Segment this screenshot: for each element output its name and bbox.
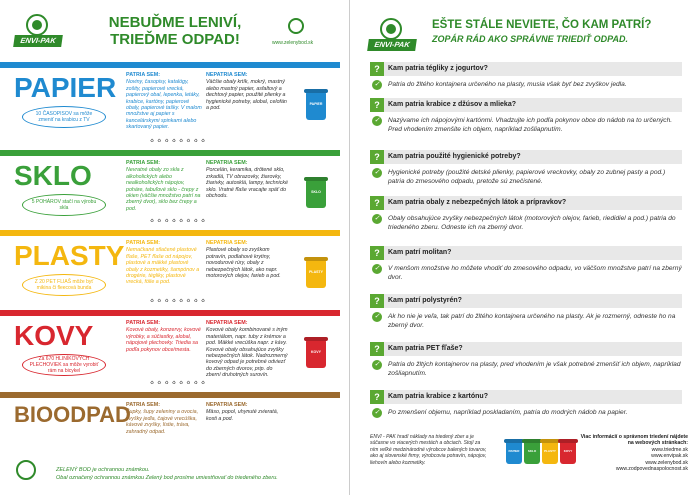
- question-mark-icon: ?: [370, 62, 384, 76]
- waste-bin-icon: SKLO: [306, 180, 326, 208]
- links-box: Viac informácií o správnom triedení nájdete na webových stránkach: www.triedme.sk www.envipak.sk www.zelenybod.sk www.zodpovednaspolocnost.sk: [578, 434, 688, 472]
- patria-column: PATRIA SEM: Kovové obaly, konzervy, kovové výrobky, a súčiastky, alobal, nápojové plechovky. Triedia sa podľa pokynov obce/mesta.: [126, 320, 201, 353]
- fact-oval: Za 670 HLINÍKOVÝCH PLECHOVIEK sa môže vyrobiť rám na bicykel: [22, 354, 106, 376]
- section-title: PAPIER: [14, 72, 117, 103]
- answer-text: ✓ Nazývame ich nápojovými kartónmi. Vhadzujte ich podľa pokynov obce do nádob na to určených. Pred vhodením zmenšite ich objem, napríklad zošliapnutím.: [370, 116, 682, 134]
- fact-oval: 5 POHÁROV stačí na výrobu skla: [22, 194, 106, 216]
- check-icon: ✓: [372, 80, 382, 90]
- answer-text: ✓ Hygienické potreby (použité detské plienky, papierové vreckovky, obaly zo zubnej pasty a pod.) patria do zmesového odpadu, pretože sú znečistené.: [370, 168, 682, 186]
- waste-bin-icon: PLASTY: [542, 442, 558, 464]
- right-title: EŠTE STÁLE NEVIETE, ČO KAM PATRÍ? ZOPÁR RÁD AKO SPRÁVNE TRIEDIŤ ODPAD.: [432, 19, 652, 44]
- waste-bin-icon: SKLO: [524, 442, 540, 464]
- link[interactable]: www.triedme.sk: [651, 446, 688, 453]
- section-bar: [0, 150, 340, 156]
- question-mark-icon: ?: [370, 342, 384, 356]
- section-title: SKLO: [14, 160, 92, 191]
- section-bar: [0, 392, 340, 398]
- waste-bin-icon: KOVY: [306, 340, 326, 368]
- answer-text: ✓ Po zmenšení objemu, napríklad poskladaním, patria do modrých nádob na papier.: [370, 408, 682, 417]
- question-mark-icon: ?: [370, 196, 384, 210]
- patria-column: PATRIA SEM: Nevratné obaly zo skla z alkoholických alebo nealkoholických nápojov, poháre, tabuľové sklo - črepy z okien (väčšie množstvo patrí na zberný dvor), sklo bez črepy a pod.: [126, 160, 201, 212]
- nepatria-column: NEPATRIA SEM: Mäso, popol, uhynuté zvieratá, kosti a pod.: [206, 402, 279, 422]
- check-icon: ✓: [372, 168, 382, 178]
- check-icon: ✓: [372, 312, 382, 322]
- section-title: BIOODPAD: [14, 402, 131, 427]
- link[interactable]: www.zelenybod.sk: [645, 459, 688, 466]
- question-row: ? Kam patrí molitan?: [370, 246, 682, 260]
- section-bar: [0, 230, 340, 236]
- answer-text: ✓ Patria do žltých kontajnerov na plasty, pred vhodením je však potrebné zmenšiť ich objem, napríklad zošliapnutím.: [370, 360, 682, 378]
- question-row: ? Kam patria krabice z džúsov a mlieka?: [370, 98, 682, 112]
- section-bar: [0, 62, 340, 68]
- waste-bin-icon: PAPIER: [506, 442, 522, 464]
- envipak-logo: ENVI-PAK: [14, 14, 62, 48]
- fact-oval: Z 20 PET FLIAŠ môže byť mikina či fleecová bunda: [22, 274, 106, 296]
- nepatria-column: NEPATRIA SEM: Väčšie obaly krtík, mokrý, mastný alebo mastný papier, asfaltový a dechtový papier, použité plienky a hygienické potreby, alobal, celofán a pod.: [206, 72, 287, 112]
- recycle-icons: ♻ ♻ ♻ ♻ ♻ ♻ ♻ ♻: [150, 298, 207, 303]
- green-dot-icon: [288, 18, 304, 34]
- link[interactable]: www.envipak.sk: [651, 453, 688, 460]
- check-icon: ✓: [372, 116, 382, 126]
- question-row: ? Kam patria použité hygienické potreby?: [370, 150, 682, 164]
- page-divider: [349, 0, 350, 495]
- right-footer-text: ENVI - PAK hradí náklady na triedený zber a je súčasne vo viacerých mestách a obciach. Stojí za ním veľké medzinárodné výrobcov balených tovarov, ako aj slovenské firmy, výrobcovia potravín, nápojov, liehovín alebo kozmetiky.: [370, 434, 487, 466]
- check-icon: ✓: [372, 214, 382, 224]
- section-bar: [0, 310, 340, 316]
- section-title: KOVY: [14, 320, 94, 351]
- answer-text: ✓ Ak ho nie je veľa, tak patrí do žltého kontajnera určeného na plasty. Ak je rozmerný, odneste ho na zberný dvor.: [370, 312, 682, 330]
- site-link[interactable]: www.zelenybod.sk: [272, 40, 314, 46]
- fact-oval: 10 ČASOPISOV sa môže zmeniť na krabicu z TV: [22, 106, 106, 128]
- recycle-icons: ♻ ♻ ♻ ♻ ♻ ♻ ♻ ♻: [150, 380, 207, 385]
- answer-text: ✓ Patria do žltého kontajnera určeného na plasty, musia však byť bez zvyškov jedla.: [370, 80, 682, 89]
- question-mark-icon: ?: [370, 98, 384, 112]
- check-icon: ✓: [372, 408, 382, 418]
- check-icon: ✓: [372, 360, 382, 370]
- question-mark-icon: ?: [370, 150, 384, 164]
- recycle-icons: ♻ ♻ ♻ ♻ ♻ ♻ ♻ ♻: [150, 218, 207, 223]
- waste-bin-icon: PAPIER: [306, 92, 326, 120]
- question-mark-icon: ?: [370, 294, 384, 308]
- nepatria-column: NEPATRIA SEM: Plastové obaly so zvyškom potravín, podlahové krytiny, novodurové rúry, obaly z nebezpečných látok, ako napr. motorových olejov, farieb a pod.: [206, 240, 281, 280]
- waste-bin-icon: KOVY: [560, 442, 576, 464]
- answer-text: ✓ V menšom množstve ho môžete vhodiť do zmesového odpadu, vo väčšom množstve patrí na zberný dvor.: [370, 264, 682, 282]
- question-row: ? Kam patria PET fľaše?: [370, 342, 682, 356]
- section-title: PLASTY: [14, 240, 125, 271]
- nepatria-column: NEPATRIA SEM: Porcelán, keramika, drôtené sklo, zrkadlá, TV obrazovky, žiarovky, žiarivky, autosklá, lampy, technické sklo. Vratné fľaše vracajte späť do obchodu.: [206, 160, 288, 200]
- waste-bin-icon: PLASTY: [306, 260, 326, 288]
- answer-text: ✓ Obaly obsahujúce zvyšky nebezpečných látok (motorových olejov, farieb, riedidiel a pod.) patria do triedeného zberu. Odneste ich na zberný dvor.: [370, 214, 682, 232]
- check-icon: ✓: [372, 264, 382, 274]
- patria-column: PATRIA SEM: Šupky, šupy zeleniny a ovocia, zvyšky jedla, čajové vrecúška, kávové zvyšky, lístie, tráva, zahradný odpad.: [126, 402, 199, 435]
- patria-column: PATRIA SEM: Noviny, časopisy, katalógy, zošity, papierové vrecká, papierový obal, lepenka, letáky, krabice, kartóny, papierové obaly, papierové tašky. V malom množstve aj papier s kancelárskymi spinkami alebo skartovaný papier.: [126, 72, 202, 131]
- question-row: ? Kam patria krabice z kartónu?: [370, 390, 682, 404]
- green-dot-icon: [16, 460, 36, 480]
- recycle-icons: ♻ ♻ ♻ ♻ ♻ ♻ ♻ ♻: [150, 138, 207, 143]
- patria-column: PATRIA SEM: Nemačkané stlačené plastové fľaše, PET fľaše od nápojov, plastové a mäkké plastové obaly z kozmetiky, šampónov a drogérie, tégliky, plastové vrecká, fólie a pod.: [126, 240, 200, 286]
- question-mark-icon: ?: [370, 390, 384, 404]
- question-mark-icon: ?: [370, 246, 384, 260]
- link[interactable]: www.zodpovednaspolocnost.sk: [615, 466, 688, 473]
- question-row: ? Kam patria tégliky z jogurtov?: [370, 62, 682, 76]
- envipak-logo: ENVI-PAK: [368, 18, 416, 52]
- left-title: NEBUĎME LENIVÍ, TRIEĎME ODPAD!: [108, 14, 242, 48]
- question-row: ? Kam patrí polystyrén?: [370, 294, 682, 308]
- nepatria-column: NEPATRIA SEM: Kovové obaly kombinované s iným materiálom, napr. tuby z krémov a pod. Mäkké vrecúška napr. z kávy. Kovové obaly obsahujúce zvyšky nebezpečných látok. Nadrozmerný kovový odpad je potrebné odviezť do zberných dvorov, prip. do zberní druhotných surovín.: [206, 320, 288, 379]
- left-footer: ZELENÝ BOD je ochrannou známkou. Obal označený ochrannou známkou Zelený bod prosíme umiestňovať do triedeného zberu.: [56, 467, 278, 481]
- question-row: ? Kam patria obaly z nebezpečných látok a prípravkov?: [370, 196, 682, 210]
